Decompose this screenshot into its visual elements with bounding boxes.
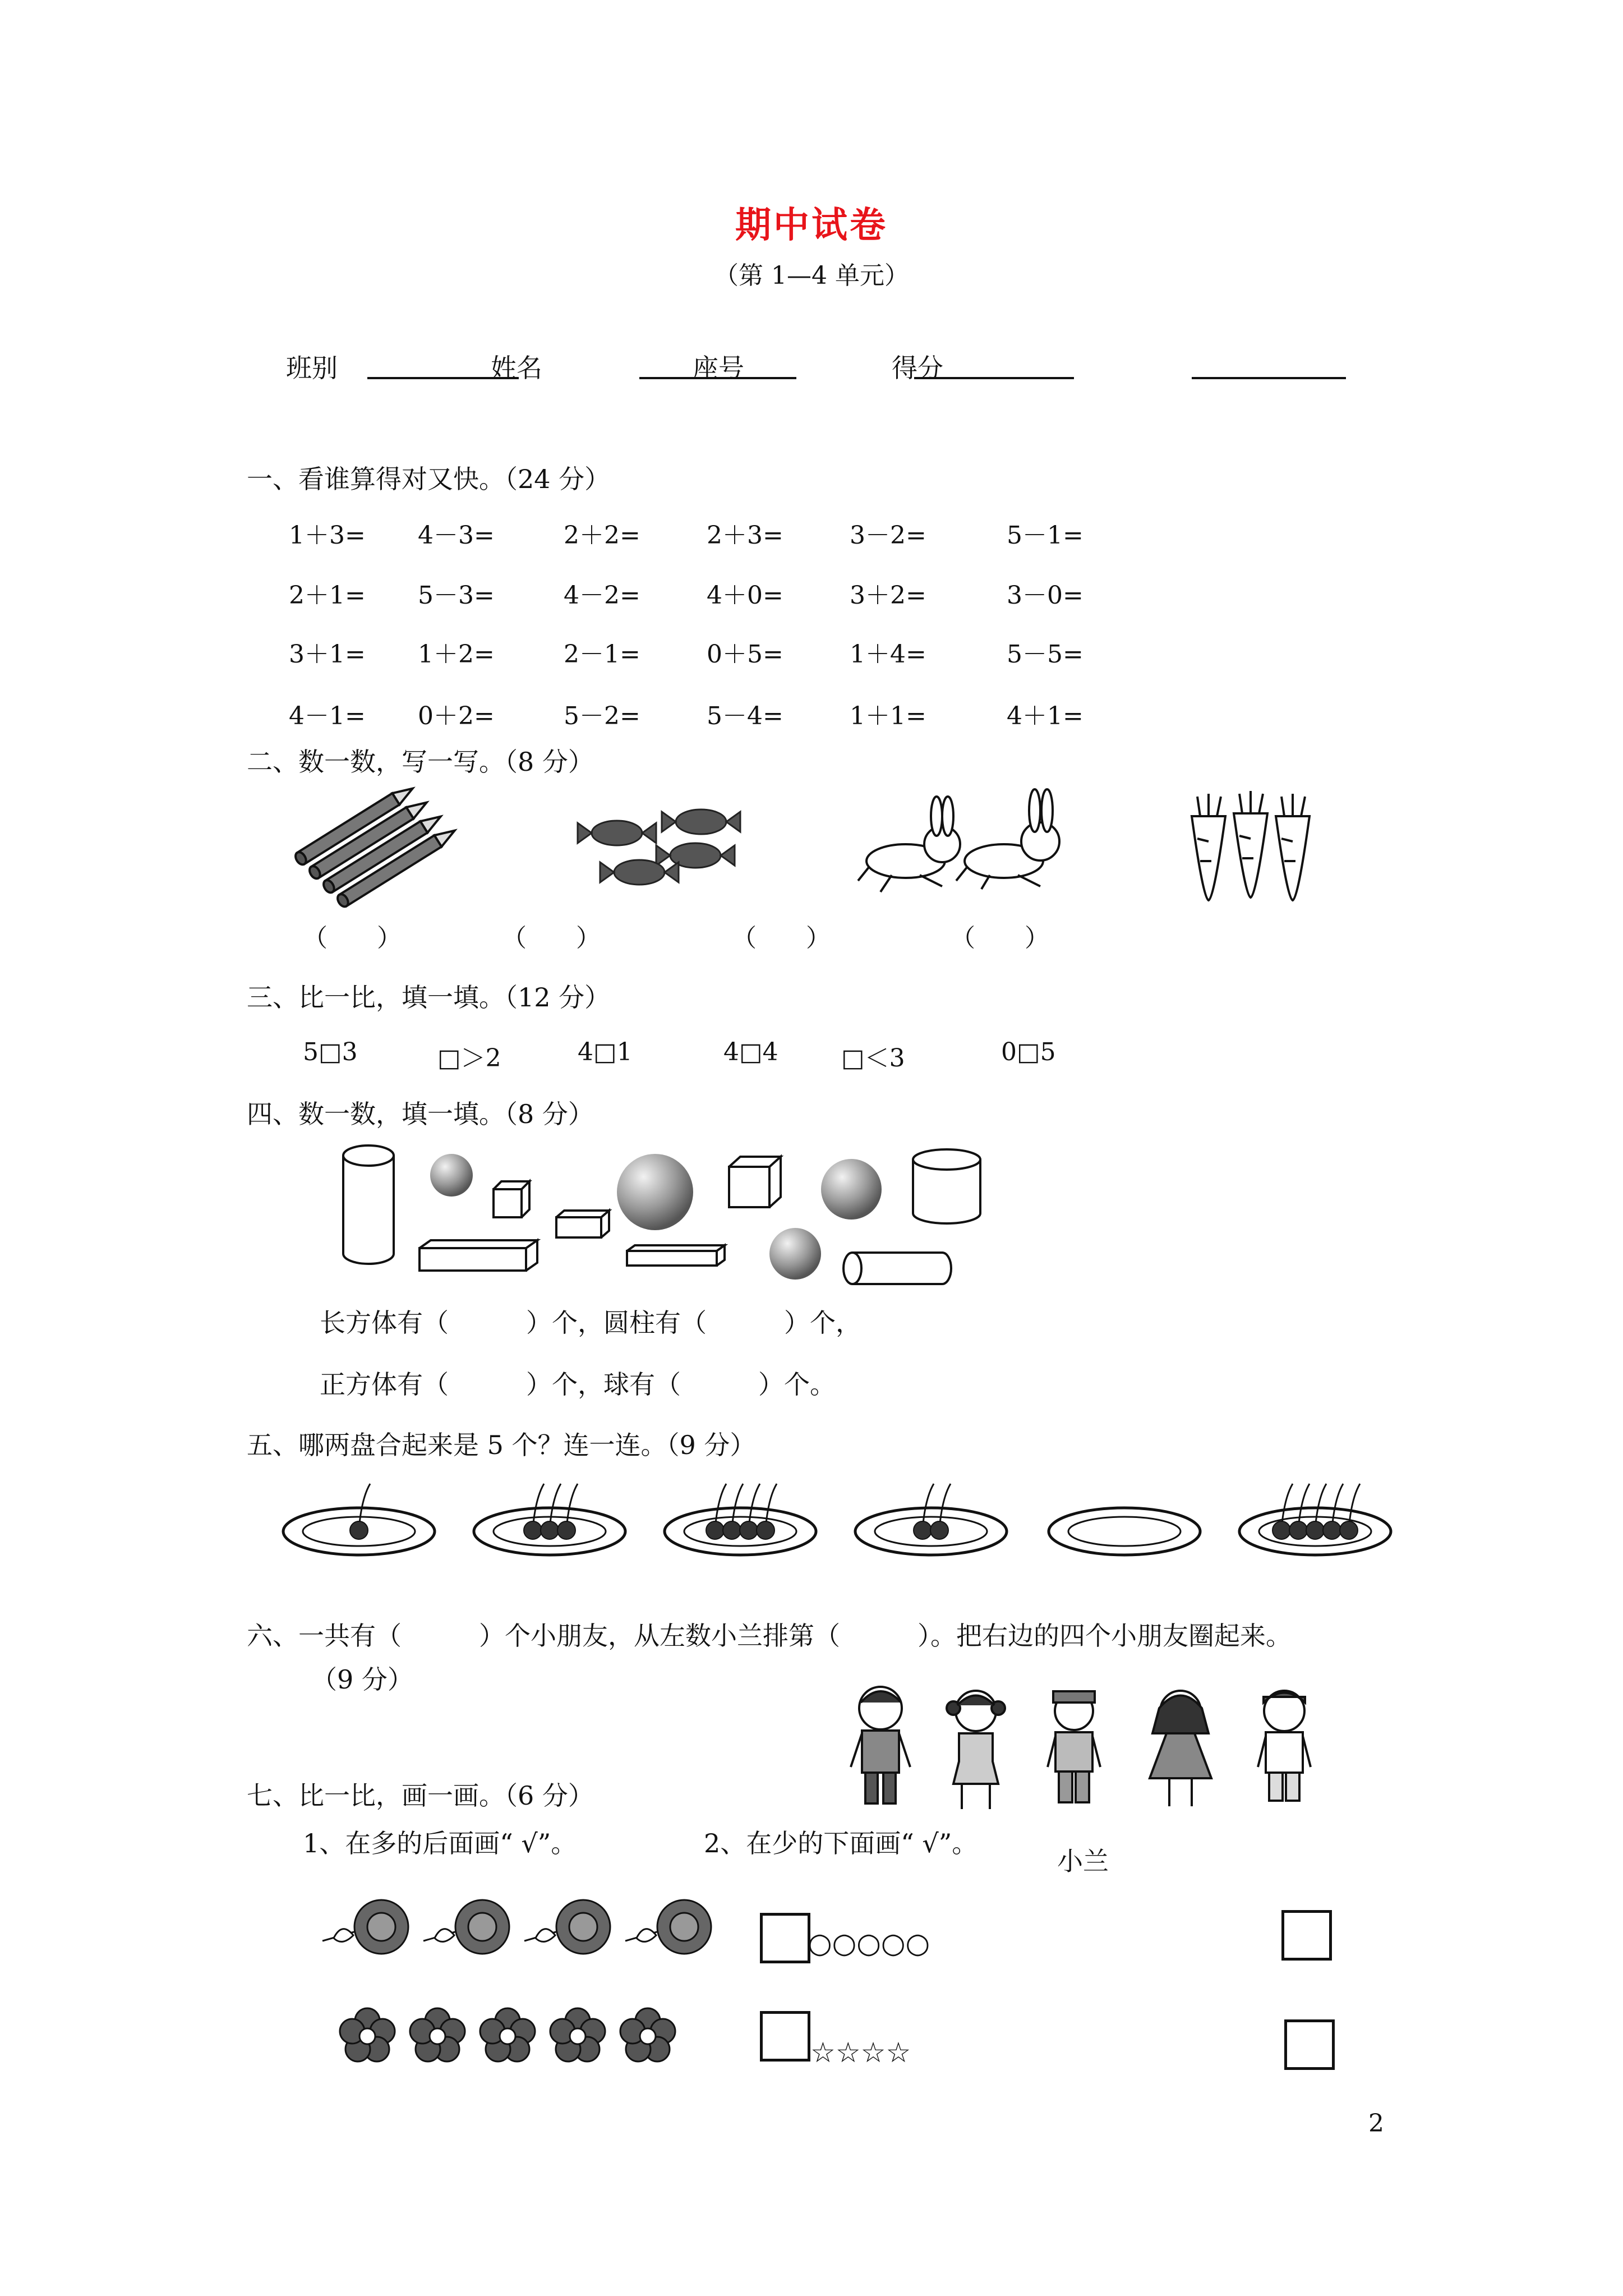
section7-heading: 七、比一比，画一画。（6 分） — [247, 1780, 594, 1811]
instruction-1: 1、在多的后面画“ √”。 — [303, 1828, 577, 1858]
seat-label: 座号 — [693, 353, 744, 383]
cherry — [1289, 1521, 1307, 1539]
pencils-image — [297, 785, 454, 898]
answer-box-right-1[interactable] — [1281, 1910, 1332, 1961]
score-label: 得分 — [892, 353, 943, 383]
section6-question: 六、一共有（ ）个小朋友，从左数小兰排第（ ）。把右边的四个小朋友圈起来。 — [247, 1621, 1292, 1651]
plate[interactable] — [283, 1484, 435, 1555]
section4-line1: 长方体有（ ）个，圆柱有（ ）个， — [320, 1308, 861, 1338]
answer-box-circles[interactable] — [760, 1913, 810, 1963]
plate[interactable] — [665, 1484, 816, 1555]
name-label-xiaolan: 小兰 — [1057, 1846, 1109, 1876]
score-field[interactable] — [914, 348, 1074, 379]
instruction-2: 2、在少的下面画“ √”。 — [704, 1828, 978, 1858]
arithmetic-item[interactable]: 4－1= — [289, 702, 366, 730]
plate[interactable] — [1049, 1508, 1200, 1555]
section2-heading: 二、数一数，写一写。（8 分） — [247, 747, 594, 777]
arithmetic-item[interactable]: 2＋2= — [564, 521, 640, 550]
roses-image — [322, 1899, 732, 1966]
plate[interactable] — [474, 1484, 625, 1555]
arithmetic-item[interactable]: 2＋1= — [289, 581, 366, 610]
extra-field[interactable] — [1192, 348, 1346, 379]
section3-heading: 三、比一比，填一填。（12 分） — [247, 982, 611, 1013]
page-subtitle: （第 1—4 单元） — [714, 261, 909, 290]
answer-blank-pencils[interactable]: （ ） — [303, 924, 402, 953]
cherry — [1306, 1521, 1324, 1539]
arithmetic-item[interactable]: 5－4= — [707, 702, 783, 730]
cherry — [541, 1521, 559, 1539]
arithmetic-item[interactable]: 3－0= — [1007, 581, 1083, 610]
cherry — [740, 1521, 758, 1539]
cherry — [1272, 1521, 1290, 1539]
circles-row: ○○○○○ — [808, 1927, 930, 1959]
candies-image — [572, 799, 763, 895]
compare-item[interactable]: 4□1 — [578, 1038, 633, 1066]
name-label: 姓名 — [491, 353, 542, 383]
cherry — [1323, 1521, 1341, 1539]
arithmetic-item[interactable]: 0＋2= — [418, 702, 495, 730]
arithmetic-item[interactable]: 1＋1= — [850, 702, 926, 730]
section4-line2: 正方体有（ ）个，球有（ ）个。 — [320, 1369, 836, 1400]
arithmetic-item[interactable]: 4－2= — [564, 581, 640, 610]
arithmetic-item[interactable]: 3－2= — [850, 521, 926, 550]
carrots-image — [1186, 794, 1321, 898]
cherry — [557, 1521, 575, 1539]
arithmetic-item[interactable]: 5－1= — [1007, 521, 1083, 550]
page-title: 期中试卷 — [735, 204, 888, 246]
rabbits-image — [858, 780, 1071, 898]
solids-image — [336, 1136, 1009, 1293]
arithmetic-item[interactable]: 3＋1= — [289, 640, 366, 669]
answer-blank-rabbits[interactable]: （ ） — [732, 924, 831, 953]
arithmetic-item[interactable]: 3＋2= — [850, 581, 926, 610]
section6-points: （9 分） — [311, 1664, 413, 1695]
cherry — [723, 1521, 741, 1539]
page-number: 2 — [1368, 2109, 1384, 2138]
compare-item[interactable]: □＜3 — [841, 1044, 905, 1073]
section4-heading: 四、数一数，填一填。（8 分） — [247, 1099, 594, 1129]
cherry — [524, 1521, 542, 1539]
arithmetic-item[interactable]: 2－1= — [564, 640, 640, 669]
arithmetic-item[interactable]: 1＋4= — [850, 640, 926, 669]
compare-item[interactable]: □＞2 — [437, 1044, 501, 1073]
answer-blank-carrots[interactable]: （ ） — [951, 924, 1049, 953]
section1-heading: 一、看谁算得对又快。（24 分） — [247, 464, 611, 494]
arithmetic-item[interactable]: 5－3= — [418, 581, 495, 610]
flowers-image — [336, 2005, 701, 2073]
arithmetic-item[interactable]: 4＋0= — [707, 581, 783, 610]
arithmetic-item[interactable]: 5－5= — [1007, 640, 1083, 669]
compare-item[interactable]: 0□5 — [1001, 1038, 1056, 1066]
children-image — [841, 1683, 1374, 1818]
class-label: 班别 — [286, 353, 338, 383]
cherry — [350, 1521, 368, 1539]
arithmetic-item[interactable]: 0＋5= — [707, 640, 783, 669]
cherry — [706, 1521, 724, 1539]
answer-box-stars[interactable] — [760, 2011, 810, 2062]
compare-item[interactable]: 5□3 — [303, 1038, 358, 1066]
answer-blank-candies[interactable]: （ ） — [502, 924, 601, 953]
plate[interactable] — [1239, 1484, 1391, 1555]
arithmetic-item[interactable]: 1＋2= — [418, 640, 495, 669]
arithmetic-item[interactable]: 4－3= — [418, 521, 495, 550]
stars-row: ☆☆☆☆ — [810, 2036, 911, 2069]
answer-box-right-2[interactable] — [1284, 2019, 1335, 2070]
cherry — [930, 1521, 948, 1539]
arithmetic-item[interactable]: 4＋1= — [1007, 702, 1083, 730]
arithmetic-item[interactable]: 1＋3= — [289, 521, 366, 550]
arithmetic-item[interactable]: 2＋3= — [707, 521, 783, 550]
cherry — [914, 1521, 932, 1539]
section5-heading: 五、哪两盘合起来是 5 个？连一连。（9 分） — [247, 1430, 756, 1460]
cherry — [757, 1521, 774, 1539]
cherry — [1340, 1521, 1358, 1539]
plate[interactable] — [855, 1484, 1007, 1555]
plates-image — [275, 1470, 1396, 1565]
arithmetic-item[interactable]: 5－2= — [564, 702, 640, 730]
compare-item[interactable]: 4□4 — [723, 1038, 778, 1066]
